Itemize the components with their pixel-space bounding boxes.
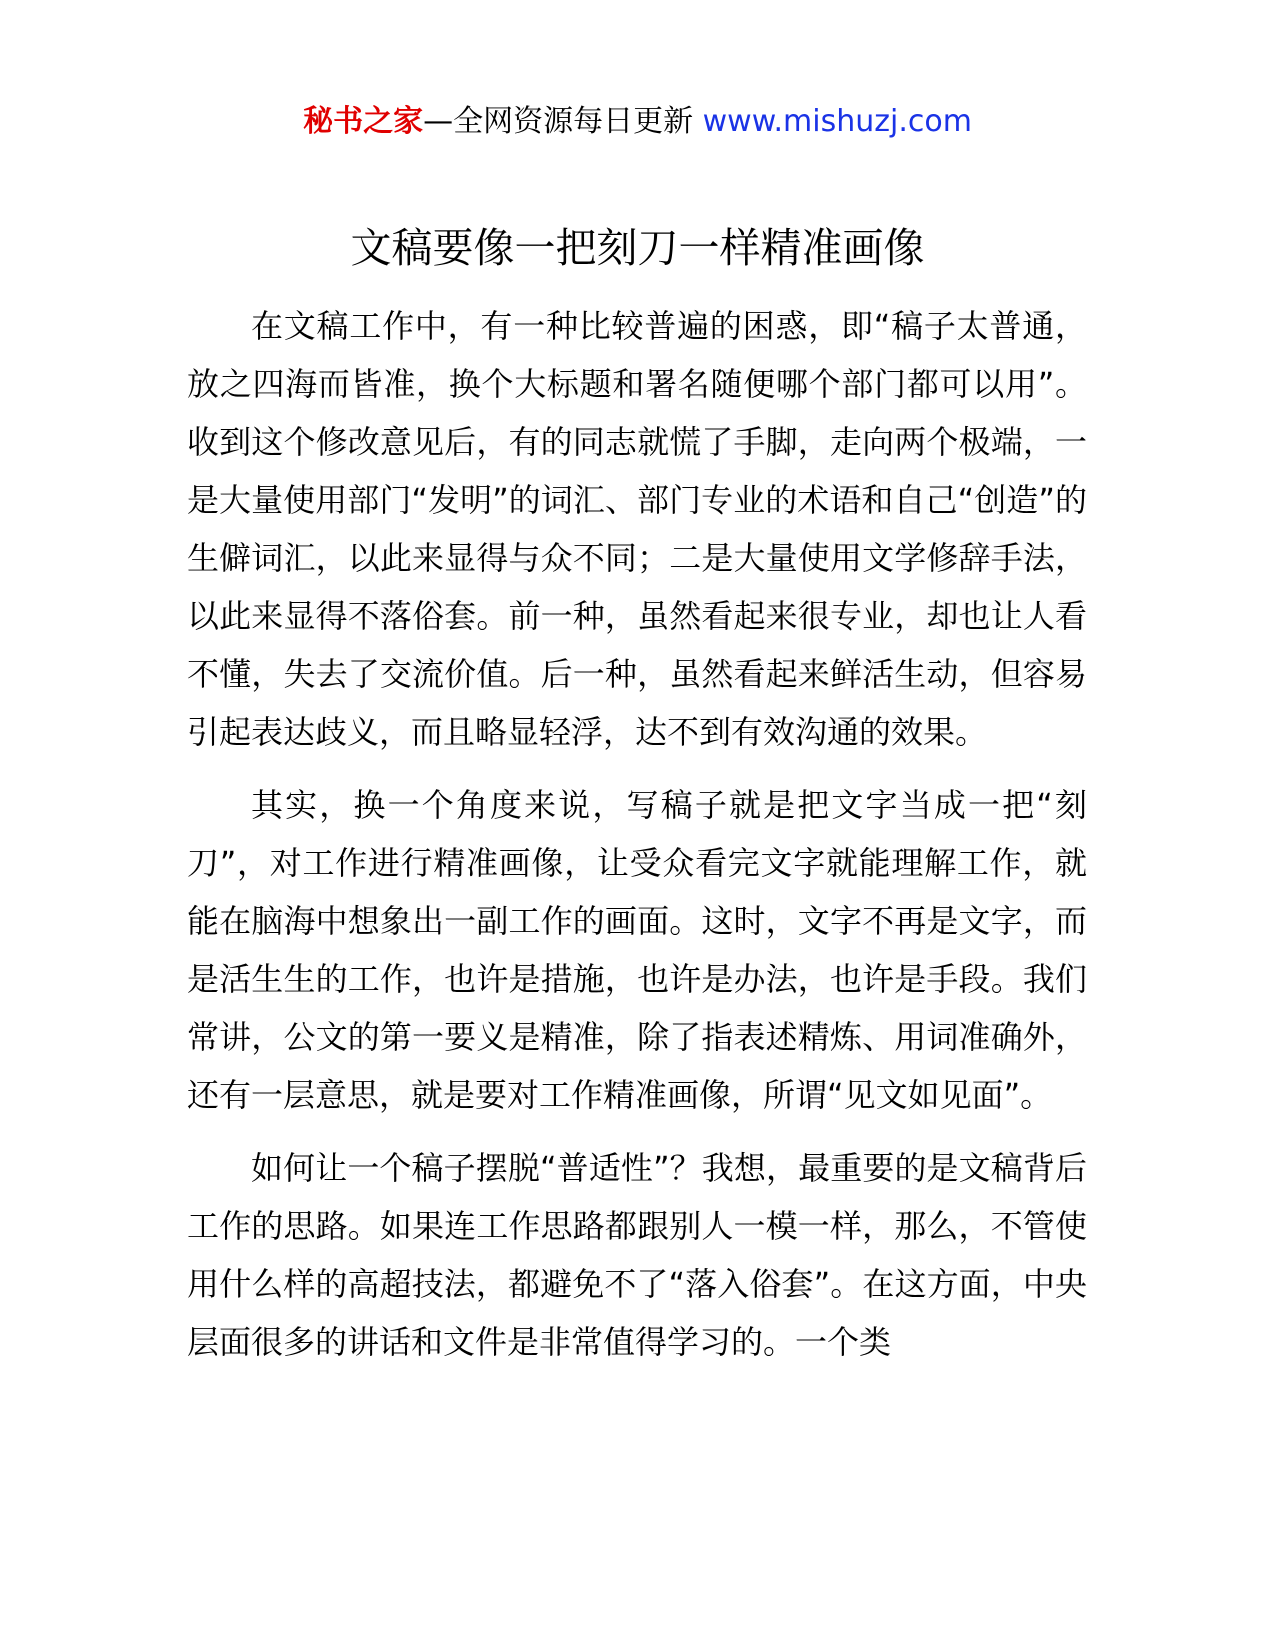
paragraph-3: 如何让一个稿子摆脱“普适性”？我想，最重要的是文稿背后工作的思路。如果连工作思路都跟别人一模一样，那么，不管使用什么样的高超技法，都避免不了“落入俗套”。在这方面，中央层面很多的讲话和文件是非常值得学习的。一个类 (187, 1149, 1087, 1361)
header-brand: 秘书之家 (303, 104, 424, 139)
header-slogan: —全网资源每日更新 (423, 104, 694, 139)
document-body (187, 297, 1087, 1386)
header-site-link[interactable]: www.mishuzj.com (702, 104, 972, 139)
page-header (0, 100, 1275, 144)
paragraph-1: 在文稿工作中，有一种比较普遍的困惑，即“稿子太普通，放之四海而皆准，换个大标题和署名随便哪个部门都可以用”。收到这个修改意见后，有的同志就慌了手脚，走向两个极端，一是大量使用部门“发明”的词汇、部门专业的术语和自己“创造”的生僻词汇，以此来显得与众不同；二是大量使用文学修辞手法，以此来显得不落俗套。前一种，虽然看起来很专业，却也让人看不懂，失去了交流价值。后一种，虽然看起来鲜活生动，但容易引起表达歧义，而且略显轻浮，达不到有效沟通的效果。 (187, 307, 1087, 751)
paragraph-2: 其实，换一个角度来说，写稿子就是把文字当成一把“刻刀”，对工作进行精准画像，让受众看完文字就能理解工作，就能在脑海中想象出一副工作的画面。这时，文字不再是文字，而是活生生的工作，也许是措施，也许是办法，也许是手段。我们常讲，公文的第一要义是精准，除了指表述精炼、用词准确外，还有一层意思，就是要对工作精准画像，所谓“见文如见面”。 (187, 786, 1087, 1114)
document-title: 文稿要像一把刻刀一样精准画像 (350, 224, 925, 272)
